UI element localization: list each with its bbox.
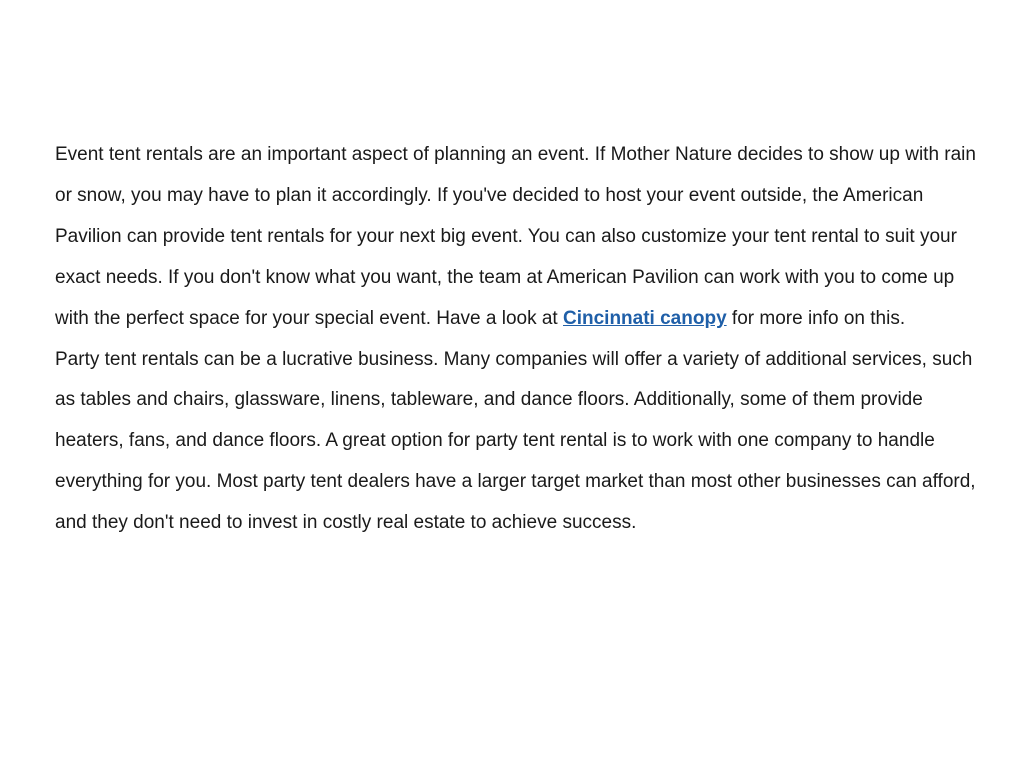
paragraph-event-tent-rentals bbox=[55, 135, 990, 340]
paragraph-text: Event tent rentals are an important aspect of planning an event. If Mother Nature decides to show up with rain or snow, you may have to plan it accordingly. If you've decided to host your event outside, the American Pavilion can provide tent rentals for your next big event. You can also customize your tent rental to suit your exact needs. If you don't know what you want, the team at American Pavilion can work with you to come up with the perfect space for your special event. Have a look at bbox=[55, 144, 976, 329]
article-body bbox=[55, 135, 990, 544]
cincinnati-canopy-link[interactable]: Cincinnati canopy bbox=[563, 307, 727, 329]
paragraph-text-after-link: for more info on this. bbox=[726, 307, 906, 329]
paragraph-party-tent-rentals: Party tent rentals can be a lucrative business. Many companies will offer a variety of additional services, such as tables and chairs, glassware, linens, tableware, and dance floors. Additionally, some of them provide heaters, fans, and dance floors. A great option for party tent rental is to work with one company to handle everything for you. Most party tent dealers have a larger target market than most other businesses can afford, and they don't need to invest in costly real estate to achieve success. bbox=[55, 348, 976, 534]
